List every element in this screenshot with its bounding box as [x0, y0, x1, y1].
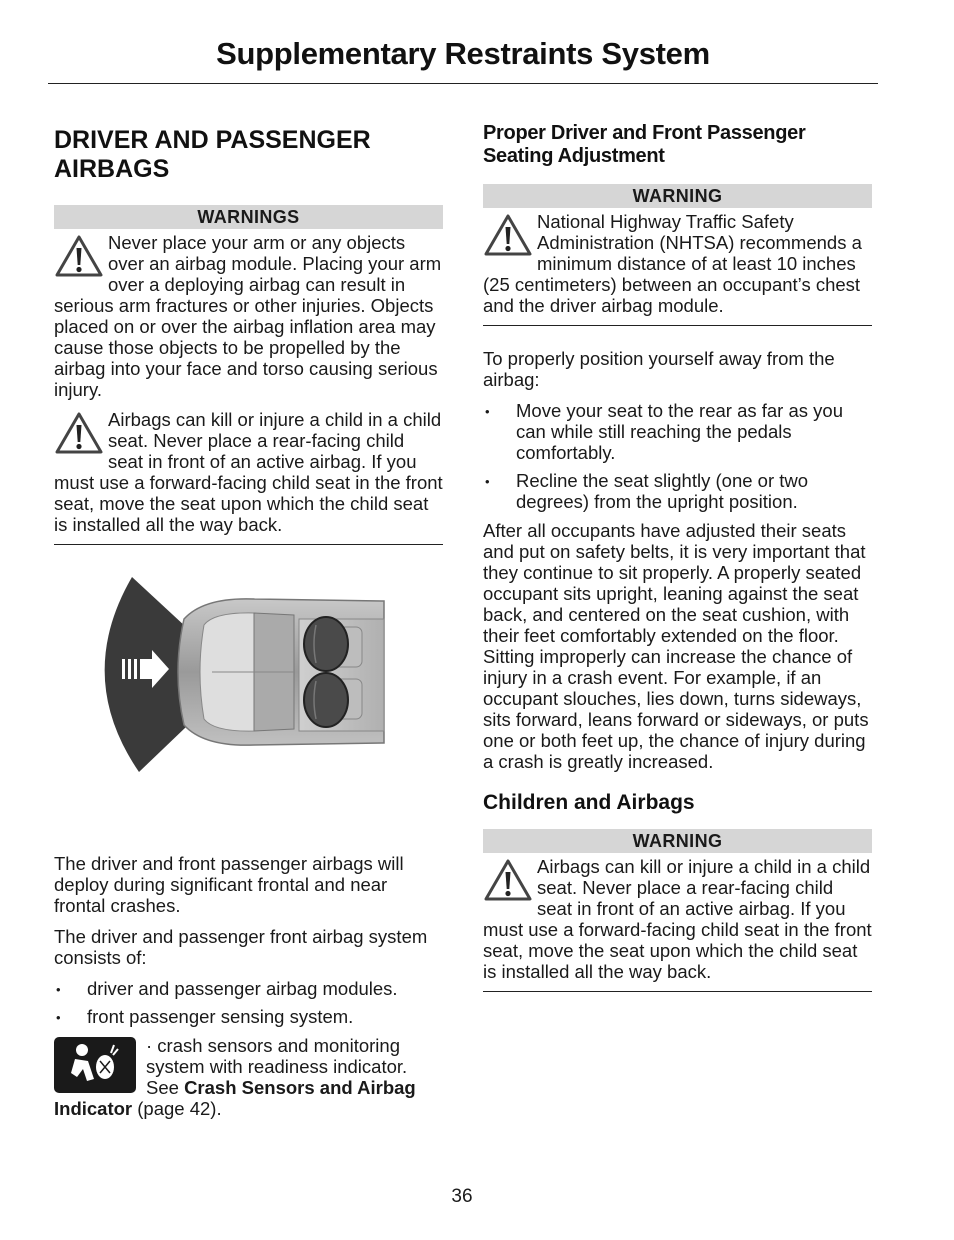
page-number: 36 — [451, 1186, 473, 1207]
paragraph: The driver and front passenger airbags will deploy during significant frontal and near frontal crashes. — [54, 853, 404, 916]
warnings-header: WARNINGS — [54, 205, 443, 229]
list-item: • front passenger sensing system. — [54, 1006, 443, 1027]
page-title: Supplementary Restraints System — [216, 36, 710, 71]
warning-item — [483, 856, 872, 982]
paragraph: To properly position yourself away from the airbag: — [483, 348, 835, 390]
airbag-indicator-icon — [54, 1037, 136, 1093]
sensor-note — [54, 1035, 443, 1119]
sensor-note-text: · crash sensors and monitoring system with readiness indicator. See — [146, 1035, 408, 1098]
warning-item — [54, 232, 443, 400]
children-warning-block — [483, 856, 872, 982]
warning-triangle-icon — [54, 234, 104, 278]
warning-item — [483, 211, 872, 316]
warning-text: Never place your arm or any objects over an airbag module. Placing your arm over a deploying airbag can result in serious arm fractures or other injuries. Objects placed on or over the airbag inflation area may cause those objects to be propelled by the airbag into your face and torso causing serious injury. — [54, 232, 442, 400]
warning-divider — [483, 325, 872, 326]
warnings-divider — [54, 544, 443, 545]
paragraph: The driver and passenger front airbag system consists of: — [54, 926, 428, 968]
warning-text: National Highway Traffic Safety Administration (NHTSA) recommends a minimum distance of at least 10 inches (25 centimeters) between an occupant’s chest and the driver airbag module. — [483, 211, 862, 316]
car-airbag-diagram — [54, 567, 443, 837]
warning-triangle-icon — [483, 213, 533, 257]
right-column — [483, 122, 872, 1014]
children-warning-header: WARNING — [483, 829, 872, 853]
page-reference: (page 42). — [132, 1098, 222, 1119]
component-list — [54, 978, 443, 1027]
warning-triangle-icon — [483, 858, 533, 902]
warning-text: Airbags can kill or injure a child in a child seat. Never place a rear-facing child seat in front of an active airbag. If you must use a forward-facing child seat in the front seat, move the seat upon which the child seat is installed all the way back. — [54, 409, 443, 535]
paragraph: After all occupants have adjusted their seats and put on safety belts, it is very important that they continue to sit properly. A properly seated occupant sits upright, leaning against the seat back, and centered on the seat cushion, with their feet comfortably extended on the floor. Sitting improperly can increase the chance of injury in a crash event. For example, if an occupant slouches, lies down, turns sideways, sits forward, leans forward or sideways, or puts one or both feet up, the chance of injury during a crash is greatly increased. — [483, 520, 869, 772]
warning-item — [54, 409, 443, 535]
children-warning-divider — [483, 991, 872, 992]
seating-steps-list — [483, 400, 872, 512]
crash-sensors-link[interactable]: Crash Sensors and Airbag Indicator — [54, 1077, 416, 1119]
title-divider — [48, 83, 878, 84]
left-column — [54, 122, 443, 1119]
list-item: • driver and passenger airbag modules. — [54, 978, 443, 999]
warnings-block — [54, 232, 443, 535]
list-item: • Move your seat to the rear as far as you can while still reaching the pedals comfortably. — [483, 400, 872, 463]
section-heading-seating: Proper Driver and Front Passenger Seating Adjustment — [483, 122, 806, 167]
warning-header: WARNING — [483, 184, 872, 208]
airbag-deployment-illustration — [54, 567, 443, 837]
warning-text: Airbags can kill or injure a child in a child seat. Never place a rear-facing child seat in front of an active airbag. If you must use a forward-facing child seat in the front seat, move the seat upon which the child seat is installed all the way back. — [483, 856, 872, 982]
list-item: • Recline the seat slightly (one or two degrees) from the upright position. — [483, 470, 872, 512]
warning-triangle-icon — [54, 411, 104, 455]
section-heading-airbags: DRIVER AND PASSENGER AIRBAGS — [54, 126, 371, 183]
warning-block — [483, 211, 872, 316]
section-heading-children: Children and Airbags — [483, 791, 695, 814]
